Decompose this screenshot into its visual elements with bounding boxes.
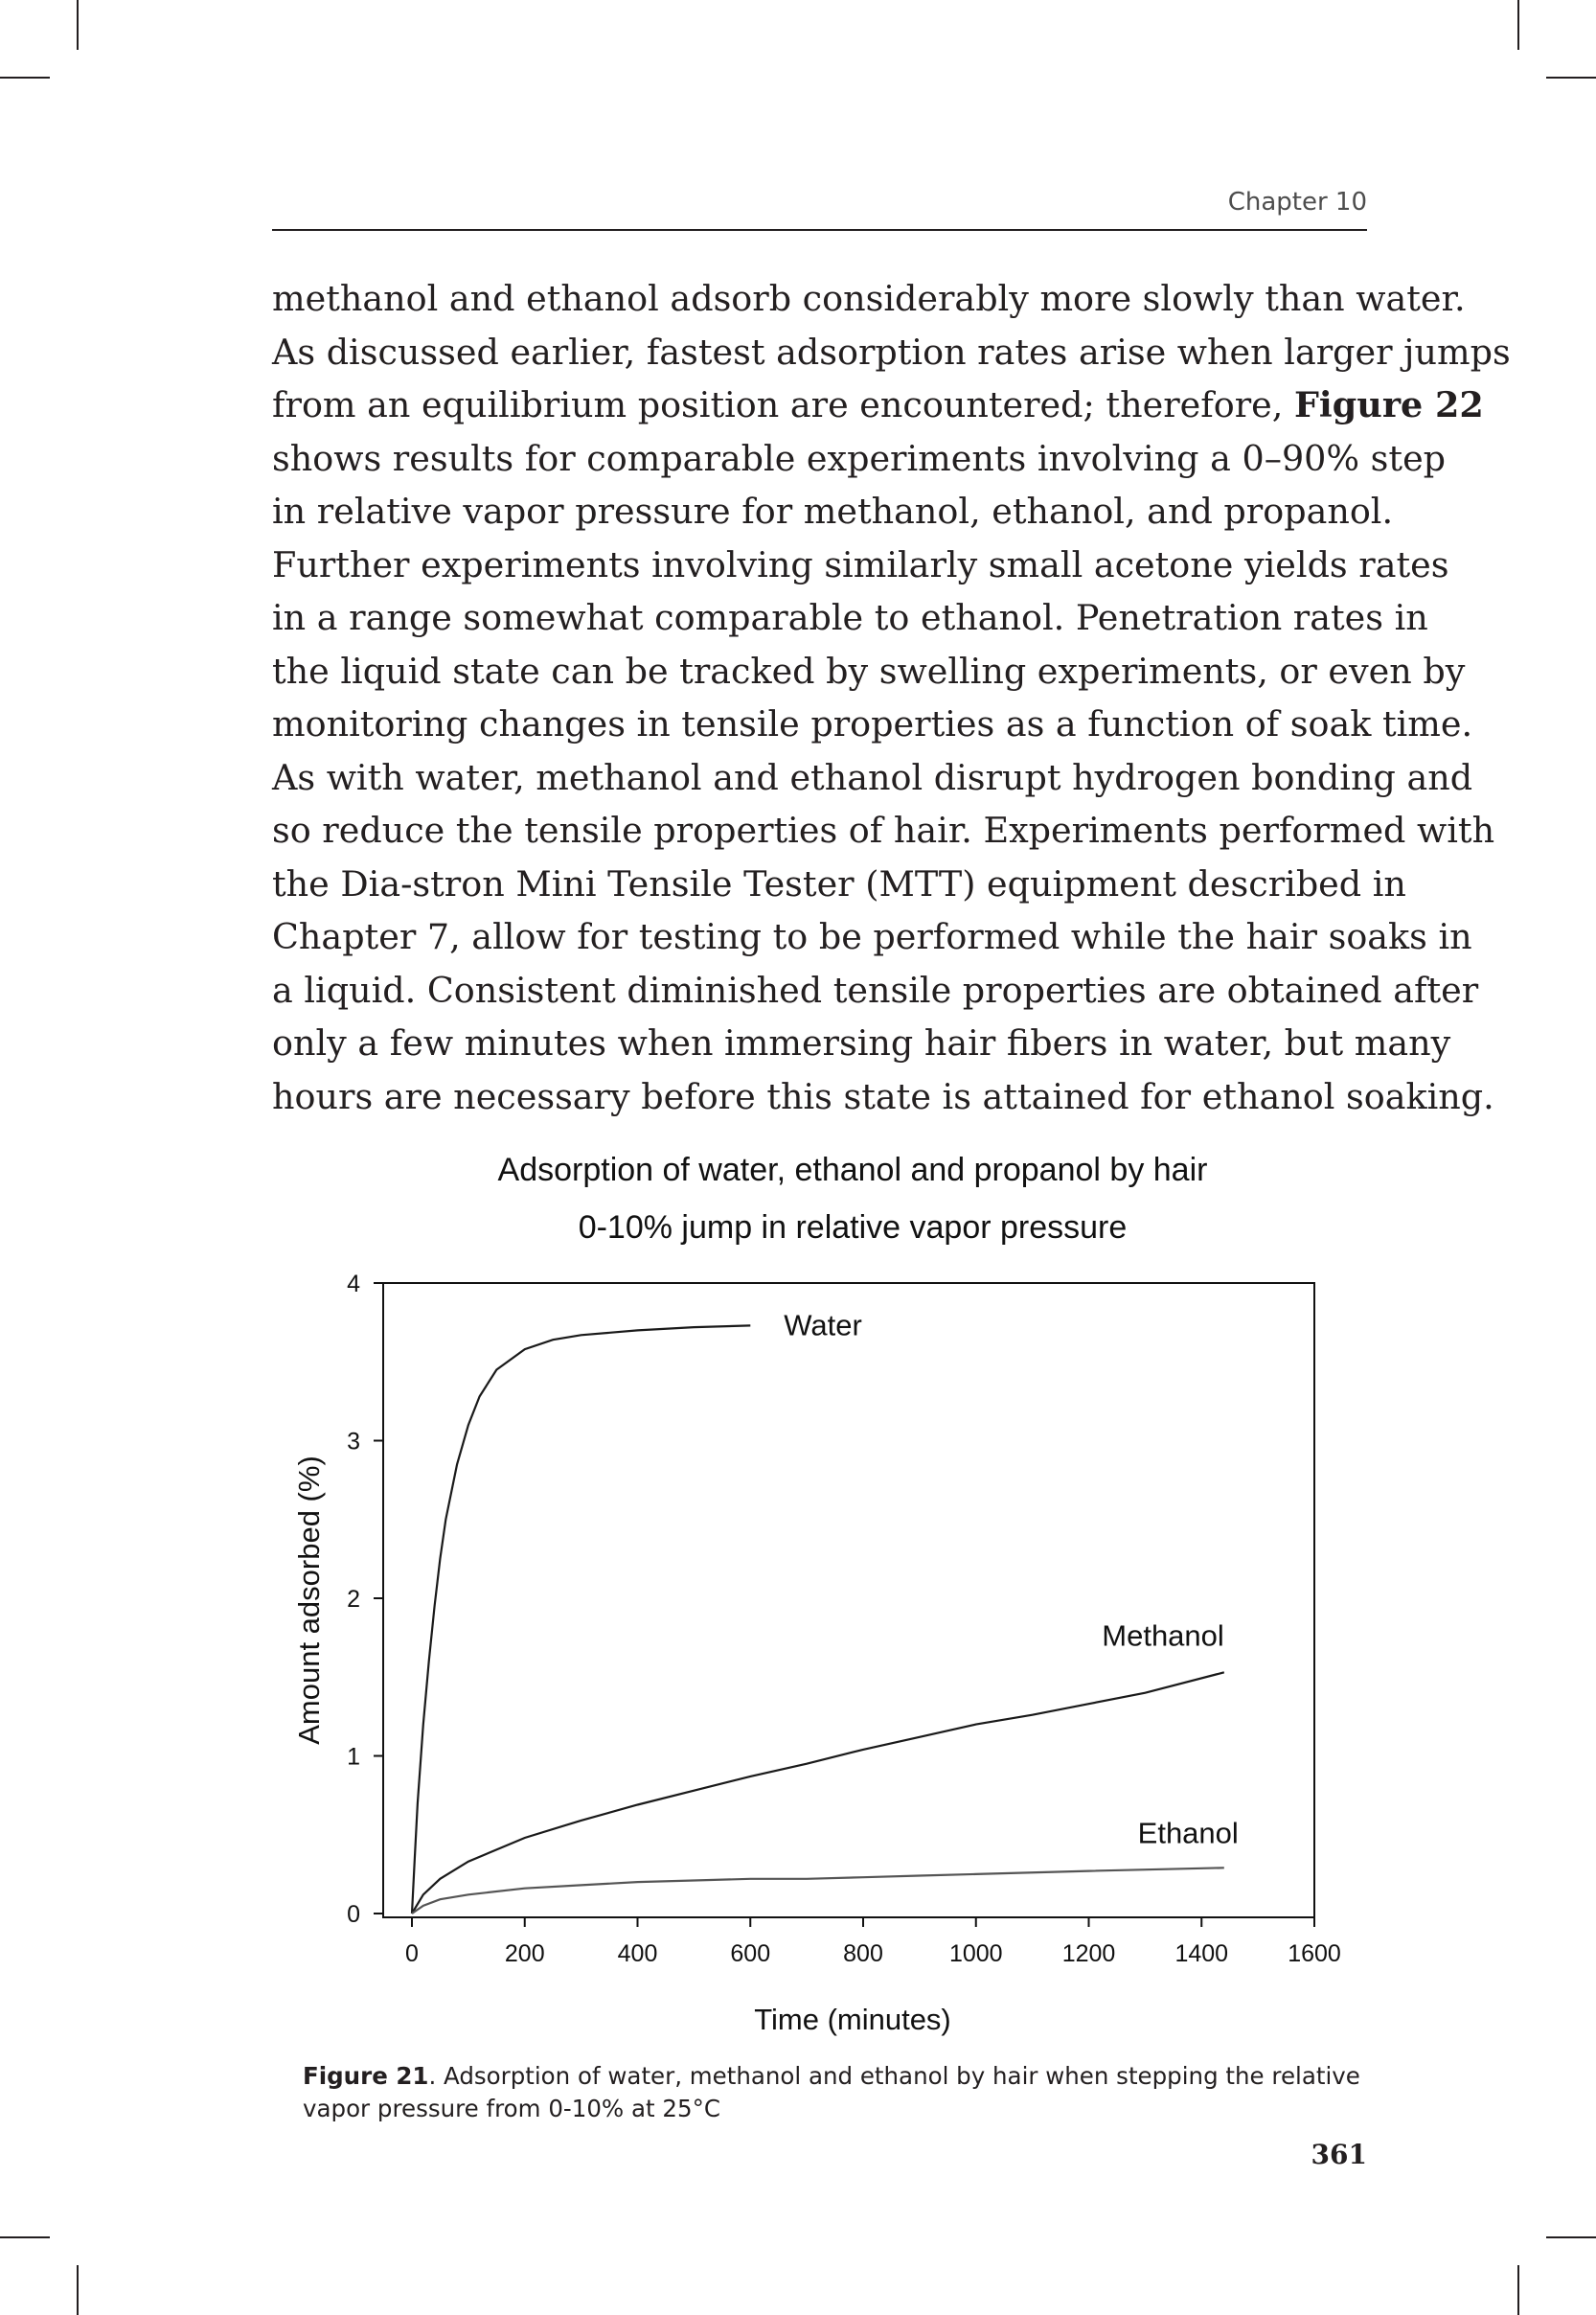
x-tick-label: 400 xyxy=(617,1940,658,1967)
text-line xyxy=(272,378,1484,432)
y-tick-label: 2 xyxy=(347,1586,360,1613)
figure-caption-text: . Adsorption of water, methanol and ethanol by hair when stepping the relative vapor pressure from 0-10% at 25°C xyxy=(303,2062,1360,2122)
running-head: Chapter 10 xyxy=(1227,188,1367,217)
figure-caption-label: Figure 21 xyxy=(303,2062,429,2090)
text-line: Chapter 7, allow for testing to be performed while the hair soaks in xyxy=(272,916,1472,957)
y-axis-label: Amount adsorbed (%) xyxy=(292,1455,326,1745)
series-line-methanol xyxy=(412,1672,1224,1914)
crop-mark xyxy=(0,2236,50,2238)
y-tick-label: 3 xyxy=(347,1428,360,1455)
text-line: a liquid. Consistent diminished tensile properties are obtained after xyxy=(272,969,1479,1011)
crop-mark xyxy=(0,77,50,79)
crop-mark xyxy=(1517,2265,1519,2315)
text-line: in relative vapor pressure for methanol, ethanol, and propanol. xyxy=(272,491,1394,532)
series-labels xyxy=(784,1308,1239,1849)
text-line: As with water, methanol and ethanol disrupt hydrogen bonding and xyxy=(272,756,1473,798)
x-tick-label: 1000 xyxy=(948,1940,1003,1967)
text-line: so reduce the tensile properties of hair. Experiments performed with xyxy=(272,810,1495,851)
y-axis xyxy=(347,1271,383,1928)
text-line: Further experiments involving similarly small acetone yields rates xyxy=(272,543,1449,585)
x-tick-label: 200 xyxy=(504,1940,545,1967)
y-tick-label: 1 xyxy=(347,1743,360,1771)
crop-mark xyxy=(1546,77,1596,79)
figure-caption xyxy=(303,2060,1376,2125)
adsorption-chart xyxy=(278,1140,1341,2051)
text-line: shows results for comparable experiments involving a 0–90% step xyxy=(272,437,1447,479)
header-rule xyxy=(272,229,1367,231)
text-line-part: from an equilibrium position are encountered; therefore, xyxy=(272,384,1294,425)
x-tick-label: 600 xyxy=(730,1940,771,1967)
figure-reference: Figure 22 xyxy=(1293,384,1484,425)
x-tick-label: 1200 xyxy=(1061,1940,1116,1967)
x-tick-label: 1400 xyxy=(1174,1940,1229,1967)
page-number: 361 xyxy=(1311,2139,1367,2170)
body-paragraph xyxy=(272,272,1511,1123)
x-tick-label: 0 xyxy=(405,1940,419,1967)
text-line: As discussed earlier, fastest adsorption rates arise when larger jumps xyxy=(272,331,1511,373)
crop-mark xyxy=(77,2265,79,2315)
text-line: hours are necessary before this state is attained for ethanol soaking. xyxy=(272,1075,1494,1117)
series-line-ethanol xyxy=(412,1868,1224,1914)
crop-mark xyxy=(1546,2236,1596,2238)
y-tick-label: 0 xyxy=(347,1901,360,1928)
x-tick-label: 1600 xyxy=(1288,1940,1341,1967)
text-line: methanol and ethanol adsorb considerably more slowly than water. xyxy=(272,278,1466,319)
x-axis xyxy=(405,1917,1341,1967)
y-tick-label: 4 xyxy=(347,1271,360,1297)
x-tick-label: 800 xyxy=(843,1940,883,1967)
crop-mark xyxy=(77,0,79,50)
series-label-methanol: Methanol xyxy=(1102,1618,1224,1653)
chart-title: Adsorption of water, ethanol and propanol by hair xyxy=(497,1152,1208,1188)
text-line: monitoring changes in tensile properties as a function of soak time. xyxy=(272,703,1473,745)
text-line: only a few minutes when immersing hair fibers in water, but many xyxy=(272,1022,1451,1064)
series-line-water xyxy=(412,1325,750,1914)
chart-subtitle: 0-10% jump in relative vapor pressure xyxy=(578,1209,1128,1246)
series-label-water: Water xyxy=(784,1308,862,1342)
text-line: the liquid state can be tracked by swelling experiments, or even by xyxy=(272,650,1466,692)
text-line: the Dia-stron Mini Tensile Tester (MTT) equipment described in xyxy=(272,862,1406,905)
text-line: in a range somewhat comparable to ethanol. Penetration rates in xyxy=(272,597,1428,638)
series-label-ethanol: Ethanol xyxy=(1137,1816,1239,1850)
crop-mark xyxy=(1517,0,1519,50)
x-axis-label: Time (minutes) xyxy=(754,2003,951,2036)
